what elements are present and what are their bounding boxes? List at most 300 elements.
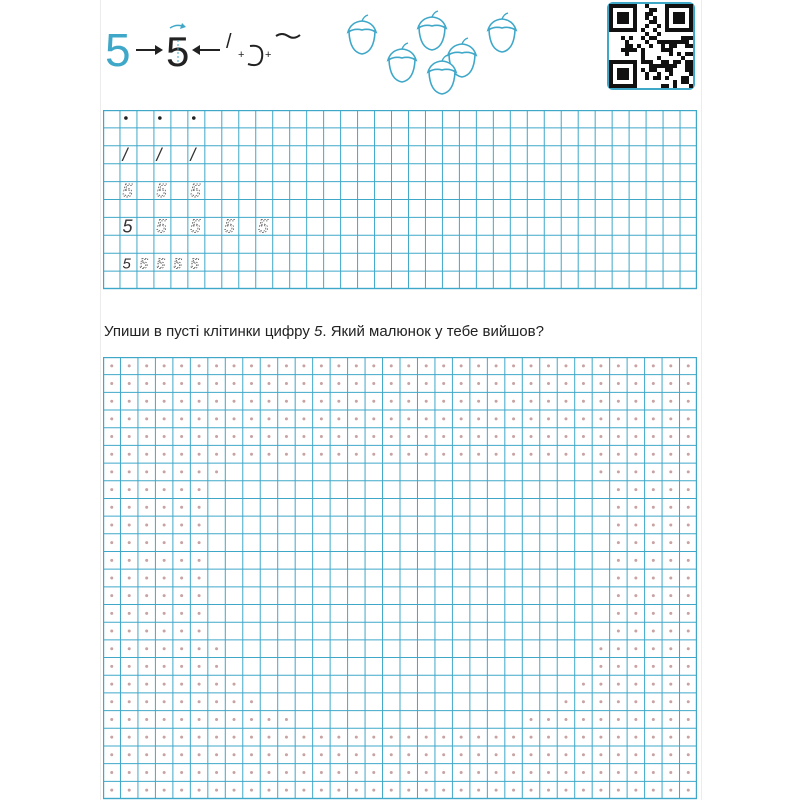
puzzle-dot xyxy=(145,506,148,509)
puzzle-dot xyxy=(442,382,445,385)
puzzle-dot xyxy=(564,400,567,403)
puzzle-dot xyxy=(390,453,393,456)
puzzle-dot xyxy=(634,382,637,385)
puzzle-dot xyxy=(215,382,218,385)
puzzle-dot xyxy=(669,612,672,615)
puzzle-dot xyxy=(145,523,148,526)
puzzle-dot xyxy=(250,753,253,756)
puzzle-dot xyxy=(442,771,445,774)
puzzle-dot xyxy=(495,417,498,420)
puzzle-dot xyxy=(163,559,166,562)
puzzle-dot xyxy=(198,736,201,739)
puzzle-dot xyxy=(145,647,148,650)
puzzle-dot xyxy=(250,417,253,420)
puzzle-dot xyxy=(163,435,166,438)
puzzle-dot xyxy=(233,753,236,756)
puzzle-dot xyxy=(460,382,463,385)
puzzle-dot xyxy=(669,700,672,703)
puzzle-dot xyxy=(180,683,183,686)
puzzle-dot xyxy=(302,753,305,756)
puzzle-dot xyxy=(442,789,445,792)
qr-code-icon[interactable] xyxy=(607,2,695,90)
puzzle-dot xyxy=(599,647,602,650)
puzzle-dot xyxy=(250,453,253,456)
puzzle-dot xyxy=(180,753,183,756)
puzzle-dot xyxy=(407,400,410,403)
puzzle-dot xyxy=(145,577,148,580)
puzzle-dot xyxy=(512,435,515,438)
tracing-glyph: 5 xyxy=(190,180,201,201)
puzzle-dot xyxy=(110,700,113,703)
puzzle-dot xyxy=(337,382,340,385)
puzzle-dot xyxy=(617,683,620,686)
hazelnut-illustrations xyxy=(348,11,516,94)
puzzle-dot xyxy=(634,488,637,491)
puzzle-dot xyxy=(128,435,131,438)
puzzle-dot xyxy=(390,400,393,403)
puzzle-dot xyxy=(564,435,567,438)
puzzle-dot xyxy=(372,364,375,367)
puzzle-dot xyxy=(652,771,655,774)
puzzle-dot xyxy=(198,541,201,544)
puzzle-dot xyxy=(669,647,672,650)
puzzle-dot xyxy=(337,753,340,756)
puzzle-dot xyxy=(495,435,498,438)
puzzle-dot xyxy=(233,771,236,774)
puzzle-dot xyxy=(477,417,480,420)
puzzle-dot xyxy=(390,736,393,739)
puzzle-dot xyxy=(460,417,463,420)
puzzle-dot xyxy=(617,541,620,544)
puzzle-dot xyxy=(163,683,166,686)
puzzle-dot xyxy=(320,753,323,756)
puzzle-dot xyxy=(145,683,148,686)
puzzle-dot xyxy=(530,789,533,792)
puzzle-dot xyxy=(442,753,445,756)
puzzle-dot xyxy=(547,382,550,385)
puzzle-dot xyxy=(687,577,690,580)
instruction-digit: 5 xyxy=(314,323,323,340)
puzzle-dot xyxy=(599,417,602,420)
puzzle-dot xyxy=(163,736,166,739)
puzzle-dot xyxy=(652,417,655,420)
puzzle-dot xyxy=(634,771,637,774)
puzzle-dot xyxy=(617,789,620,792)
puzzle-dot xyxy=(634,789,637,792)
puzzle-dot xyxy=(582,718,585,721)
puzzle-dot xyxy=(285,789,288,792)
puzzle-dot xyxy=(145,435,148,438)
puzzle-dot xyxy=(180,647,183,650)
puzzle-dot xyxy=(320,789,323,792)
puzzle-dot xyxy=(302,453,305,456)
puzzle-dot xyxy=(145,364,148,367)
puzzle-dot xyxy=(267,417,270,420)
puzzle-dot xyxy=(372,753,375,756)
puzzle-dot xyxy=(145,488,148,491)
puzzle-dot xyxy=(285,753,288,756)
puzzle-dot xyxy=(302,435,305,438)
puzzle-dot xyxy=(634,364,637,367)
puzzle-dot xyxy=(302,736,305,739)
puzzle-dot xyxy=(582,789,585,792)
puzzle-dot xyxy=(652,789,655,792)
puzzle-dot xyxy=(669,435,672,438)
puzzle-dot xyxy=(652,718,655,721)
puzzle-dot xyxy=(547,736,550,739)
puzzle-dot xyxy=(215,470,218,473)
stroke-part-top-bar-icon xyxy=(276,34,300,38)
puzzle-dot xyxy=(477,400,480,403)
puzzle-dot xyxy=(180,382,183,385)
hazelnut-icon xyxy=(348,15,376,54)
plus-sign-1: + xyxy=(238,49,245,61)
puzzle-dot xyxy=(267,382,270,385)
stroke-part-curve-icon xyxy=(248,46,262,65)
puzzle-dot xyxy=(267,753,270,756)
puzzle-dot xyxy=(477,753,480,756)
tracing-glyph: 5 xyxy=(190,216,201,237)
puzzle-dot xyxy=(617,382,620,385)
stroked-digit-five: 5 xyxy=(166,28,190,75)
puzzle-dot xyxy=(564,753,567,756)
puzzle-dot xyxy=(372,453,375,456)
puzzle-dot xyxy=(687,647,690,650)
puzzle-dot xyxy=(407,417,410,420)
puzzle-dot xyxy=(547,753,550,756)
puzzle-dot xyxy=(582,435,585,438)
puzzle-dot xyxy=(634,559,637,562)
puzzle-dot xyxy=(425,453,428,456)
puzzle-dot xyxy=(180,718,183,721)
puzzle-dot xyxy=(687,771,690,774)
plus-sign-2: + xyxy=(265,49,272,61)
puzzle-dot xyxy=(198,700,201,703)
puzzle-dot xyxy=(390,771,393,774)
puzzle-dot xyxy=(128,647,131,650)
puzzle-dot xyxy=(564,700,567,703)
puzzle-dot xyxy=(355,417,358,420)
puzzle-dot xyxy=(128,594,131,597)
puzzle-dot xyxy=(285,382,288,385)
puzzle-dot xyxy=(390,789,393,792)
puzzle-dot xyxy=(285,718,288,721)
puzzle-dot xyxy=(652,400,655,403)
puzzle-dot xyxy=(198,594,201,597)
puzzle-dot xyxy=(128,400,131,403)
puzzle-dot xyxy=(198,753,201,756)
puzzle-dot xyxy=(180,523,183,526)
puzzle-dot xyxy=(198,771,201,774)
puzzle-dot xyxy=(128,364,131,367)
puzzle-dot xyxy=(634,577,637,580)
puzzle-dot xyxy=(530,771,533,774)
puzzle-dot xyxy=(390,364,393,367)
puzzle-dot xyxy=(669,453,672,456)
puzzle-dot xyxy=(372,435,375,438)
puzzle-dot xyxy=(652,453,655,456)
puzzle-dot xyxy=(233,453,236,456)
puzzle-dot xyxy=(599,700,602,703)
puzzle-dot xyxy=(495,789,498,792)
tracing-glyph: 5 xyxy=(122,216,133,237)
puzzle-dot xyxy=(198,789,201,792)
puzzle-dot xyxy=(564,364,567,367)
puzzle-dot xyxy=(512,736,515,739)
puzzle-dot xyxy=(687,630,690,633)
puzzle-dot xyxy=(233,417,236,420)
puzzle-dot xyxy=(442,364,445,367)
tracing-glyph: 5 xyxy=(173,255,182,273)
puzzle-dot xyxy=(163,470,166,473)
puzzle-dot xyxy=(425,382,428,385)
puzzle-dot xyxy=(687,594,690,597)
instruction-text xyxy=(104,323,544,340)
puzzle-dot xyxy=(599,753,602,756)
puzzle-dot xyxy=(425,736,428,739)
puzzle-dot xyxy=(267,736,270,739)
puzzle-dot xyxy=(110,470,113,473)
puzzle-dot xyxy=(634,470,637,473)
puzzle-dot xyxy=(407,435,410,438)
puzzle-dot xyxy=(163,594,166,597)
puzzle-dot xyxy=(652,382,655,385)
puzzle-dot xyxy=(110,665,113,668)
puzzle-dot xyxy=(215,665,218,668)
puzzle-dot xyxy=(547,364,550,367)
puzzle-dot xyxy=(250,382,253,385)
puzzle-dot xyxy=(145,612,148,615)
puzzle-dot xyxy=(215,400,218,403)
puzzle-dot xyxy=(180,665,183,668)
practice-grid xyxy=(103,110,697,290)
puzzle-dot xyxy=(163,665,166,668)
puzzle-dot xyxy=(652,559,655,562)
puzzle-dot xyxy=(669,736,672,739)
puzzle-dot xyxy=(145,400,148,403)
puzzle-dot xyxy=(582,417,585,420)
puzzle-dot xyxy=(634,665,637,668)
puzzle-dot xyxy=(442,435,445,438)
puzzle-dot xyxy=(687,665,690,668)
puzzle-dot xyxy=(617,647,620,650)
puzzle-dot xyxy=(634,647,637,650)
puzzle-dot xyxy=(617,771,620,774)
puzzle-dot xyxy=(582,453,585,456)
puzzle-dot xyxy=(128,665,131,668)
puzzle-dot xyxy=(355,771,358,774)
puzzle-dot xyxy=(198,612,201,615)
puzzle-dot xyxy=(163,647,166,650)
puzzle-dot xyxy=(617,559,620,562)
puzzle-dot xyxy=(477,364,480,367)
puzzle-dot xyxy=(687,400,690,403)
puzzle-dot xyxy=(425,364,428,367)
puzzle-dot xyxy=(302,400,305,403)
puzzle-dot xyxy=(652,700,655,703)
puzzle-dot xyxy=(477,382,480,385)
puzzle-dot xyxy=(145,594,148,597)
puzzle-dot xyxy=(442,417,445,420)
puzzle-dot xyxy=(425,753,428,756)
puzzle-dot xyxy=(634,453,637,456)
puzzle-dot xyxy=(372,417,375,420)
puzzle-dot xyxy=(215,736,218,739)
puzzle-dot xyxy=(110,453,113,456)
puzzle-dot xyxy=(110,559,113,562)
puzzle-dot xyxy=(163,630,166,633)
puzzle-dot xyxy=(337,736,340,739)
puzzle-dot xyxy=(163,718,166,721)
puzzle-dot xyxy=(634,541,637,544)
puzzle-dot xyxy=(145,700,148,703)
puzzle-dot xyxy=(145,559,148,562)
puzzle-dot xyxy=(617,435,620,438)
puzzle-dot xyxy=(320,400,323,403)
puzzle-dot xyxy=(669,523,672,526)
puzzle-dot xyxy=(425,789,428,792)
puzzle-dot xyxy=(547,453,550,456)
puzzle-dot xyxy=(337,771,340,774)
puzzle-dot xyxy=(233,700,236,703)
puzzle-dot xyxy=(337,400,340,403)
puzzle-dot xyxy=(250,400,253,403)
puzzle-dot xyxy=(634,753,637,756)
puzzle-dot xyxy=(163,400,166,403)
puzzle-dot xyxy=(128,541,131,544)
puzzle-dot xyxy=(687,612,690,615)
guide-dot xyxy=(124,116,128,120)
puzzle-dot xyxy=(512,400,515,403)
puzzle-dot xyxy=(669,753,672,756)
puzzle-dot xyxy=(285,771,288,774)
puzzle-dot xyxy=(634,612,637,615)
tracing-glyph: 5 xyxy=(258,216,269,237)
instruction-before: Упиши в пусті клітинки цифру xyxy=(104,323,315,340)
puzzle-dot xyxy=(198,523,201,526)
puzzle-dot xyxy=(460,364,463,367)
puzzle-dot xyxy=(337,435,340,438)
puzzle-dot xyxy=(530,736,533,739)
puzzle-dot xyxy=(180,771,183,774)
puzzle-dot xyxy=(145,453,148,456)
puzzle-dot xyxy=(669,718,672,721)
puzzle-dot xyxy=(407,736,410,739)
puzzle-dot xyxy=(372,789,375,792)
puzzle-dot xyxy=(198,488,201,491)
puzzle-dot xyxy=(128,789,131,792)
puzzle-dot xyxy=(460,453,463,456)
puzzle-dot xyxy=(180,541,183,544)
puzzle-dot xyxy=(198,382,201,385)
puzzle-dot xyxy=(180,364,183,367)
tracing-glyph: 5 xyxy=(156,255,165,273)
puzzle-dot xyxy=(233,435,236,438)
puzzle-dot xyxy=(128,453,131,456)
puzzle-dot xyxy=(599,718,602,721)
puzzle-dot xyxy=(337,789,340,792)
puzzle-dot xyxy=(110,382,113,385)
puzzle-dot xyxy=(477,435,480,438)
tracing-glyph: 5 xyxy=(156,216,167,237)
puzzle-dot xyxy=(250,789,253,792)
puzzle-dot xyxy=(582,364,585,367)
puzzle-dot xyxy=(198,470,201,473)
puzzle-dot xyxy=(215,435,218,438)
puzzle-dot xyxy=(530,400,533,403)
puzzle-dot xyxy=(372,400,375,403)
puzzle-dot xyxy=(180,400,183,403)
puzzle-dot xyxy=(669,364,672,367)
puzzle-dot xyxy=(198,683,201,686)
puzzle-dot xyxy=(215,417,218,420)
puzzle-dot xyxy=(687,541,690,544)
puzzle-dot xyxy=(320,382,323,385)
puzzle-dot xyxy=(128,683,131,686)
puzzle-dot xyxy=(652,594,655,597)
puzzle-dot xyxy=(285,364,288,367)
puzzle-dot xyxy=(617,577,620,580)
puzzle-dot xyxy=(163,577,166,580)
puzzle-dot xyxy=(233,382,236,385)
puzzle-dot xyxy=(669,488,672,491)
puzzle-dot xyxy=(687,718,690,721)
puzzle-dot xyxy=(617,736,620,739)
puzzle-dot xyxy=(460,771,463,774)
puzzle-dot xyxy=(267,771,270,774)
puzzle-dot xyxy=(547,435,550,438)
puzzle-dot xyxy=(198,435,201,438)
puzzle-dot xyxy=(687,683,690,686)
puzzle-dot xyxy=(145,630,148,633)
puzzle-dot xyxy=(163,523,166,526)
puzzle-dot xyxy=(617,630,620,633)
puzzle-dot xyxy=(355,435,358,438)
puzzle-dot xyxy=(180,417,183,420)
puzzle-dot xyxy=(198,506,201,509)
puzzle-dot xyxy=(198,417,201,420)
puzzle-dot xyxy=(180,435,183,438)
puzzle-dot xyxy=(215,683,218,686)
puzzle-dot xyxy=(163,364,166,367)
puzzle-dot xyxy=(530,364,533,367)
puzzle-dot xyxy=(634,594,637,597)
puzzle-dot xyxy=(302,789,305,792)
puzzle-dot xyxy=(599,736,602,739)
puzzle-dot xyxy=(617,700,620,703)
puzzle-dot xyxy=(337,417,340,420)
puzzle-dot xyxy=(163,789,166,792)
puzzle-dot xyxy=(145,771,148,774)
tracing-glyph: 5 xyxy=(122,180,133,201)
puzzle-dot xyxy=(163,506,166,509)
puzzle-dot xyxy=(617,488,620,491)
puzzle-dot xyxy=(582,753,585,756)
puzzle-dot xyxy=(337,364,340,367)
puzzle-dot xyxy=(145,753,148,756)
puzzle-dot xyxy=(233,364,236,367)
puzzle-dot xyxy=(128,417,131,420)
puzzle-dot xyxy=(634,400,637,403)
puzzle-dot xyxy=(512,382,515,385)
puzzle-dot xyxy=(652,665,655,668)
puzzle-dot xyxy=(582,736,585,739)
tracing-glyph: 5 xyxy=(190,255,199,273)
puzzle-dot xyxy=(145,789,148,792)
puzzle-dot xyxy=(128,612,131,615)
puzzle-dot xyxy=(215,718,218,721)
puzzle-dot xyxy=(652,541,655,544)
